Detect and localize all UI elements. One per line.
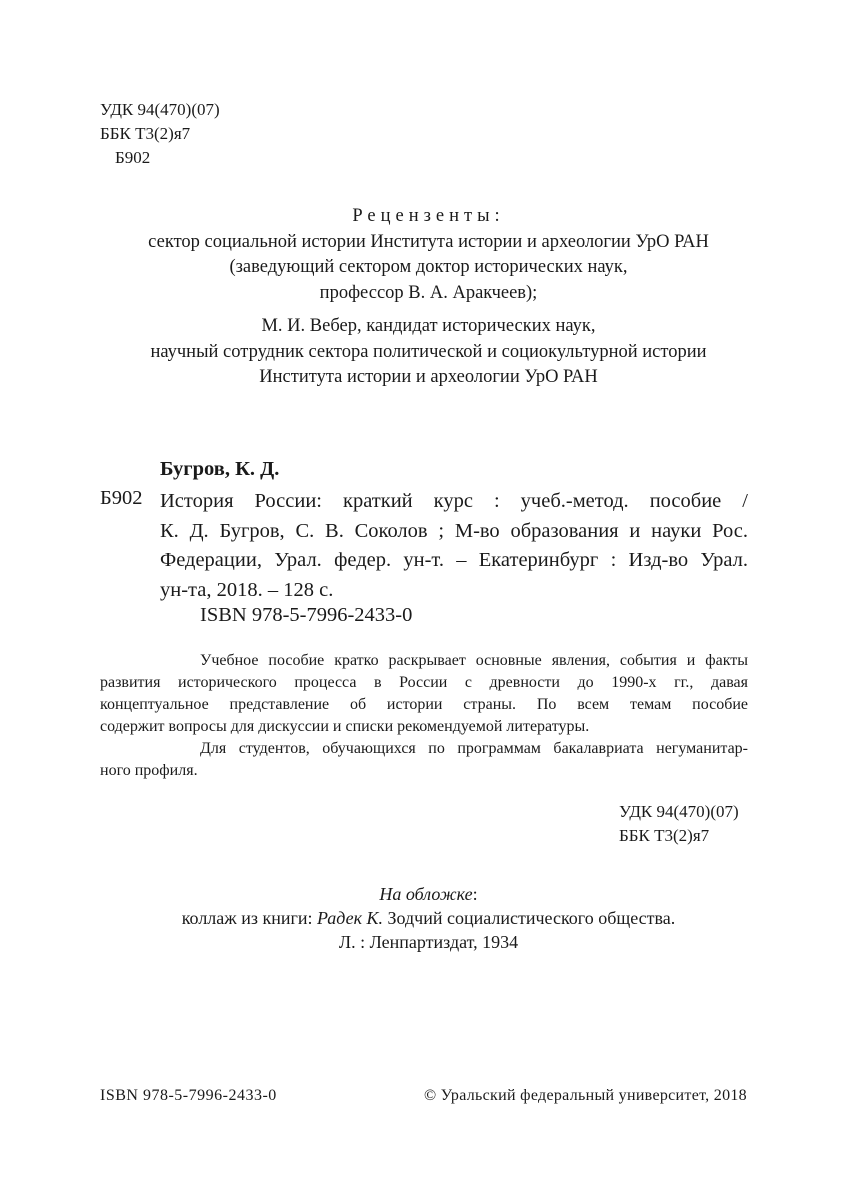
reviewer-org-line: (заведующий сектором доктор исторических наук, (229, 257, 628, 277)
reviewers-heading: Рецензенты: (352, 206, 505, 226)
cover-heading-text: На обложке (379, 884, 473, 904)
abstract-line: ного профиля. (100, 762, 198, 779)
reviewer-org-line: сектор социальной истории Института истории и археологии УрО РАН (148, 231, 709, 252)
classification-block-bottom (619, 800, 739, 848)
abstract-line: развития исторического процесса в России с древности до 1990-х гг., давая (100, 674, 748, 691)
description-line: История России: краткий курс : учеб.-метод. пособие / (160, 490, 748, 512)
footer-isbn: ISBN 978-5-7996-2433-0 (100, 1087, 277, 1104)
description-line: Федерации, Урал. федер. ун-т. – Екатеринбург : Изд-во Урал. (160, 549, 748, 571)
bibliographic-author: Бугров, К. Д. (160, 458, 280, 480)
description-line: ун-та, 2018. – 128 с. (160, 578, 334, 601)
cover-credit (60, 882, 797, 954)
abstract-line: Учебное пособие кратко раскрывает основные явления, события и факты (200, 652, 748, 669)
bibliographic-isbn: ISBN 978-5-7996-2433-0 (200, 604, 413, 626)
bbk-code: ББК Т3(2)я7 (100, 124, 191, 143)
cover-source-title: Зодчий социалистического общества. (382, 908, 676, 928)
cover-source-author: Радек К. (316, 908, 383, 928)
description-line: К. Д. Бугров, С. В. Соколов ; М-во образования и науки Рос. (160, 519, 748, 542)
abstract-line: Для студентов, обучающихся по программам бакалавриата негуманитар- (200, 740, 748, 757)
abstract-block (100, 650, 748, 782)
author-mark: Б902 (115, 148, 151, 167)
bbk-code: ББК Т3(2)я7 (619, 826, 710, 845)
reviewers-block (60, 204, 797, 391)
cover-heading-colon: : (472, 884, 478, 904)
reviewer-person-line: М. И. Вебер, кандидат исторических наук, (261, 316, 596, 336)
bibliographic-description (160, 487, 748, 605)
cover-publisher-line: Л. : Ленпартиздат, 1934 (338, 932, 519, 952)
reviewer-person-line: научный сотрудник сектора политической и социокультурной истории (150, 341, 707, 362)
cover-source-line (60, 906, 797, 930)
footer-copyright: © Уральский федеральный университет, 2018 (423, 1087, 747, 1104)
udk-code: УДК 94(470)(07) (619, 802, 739, 821)
abstract-line: концептуальное представление об истории страны. По всем темам пособие (100, 696, 748, 713)
reviewer-org-line: профессор В. А. Аракчеев); (319, 282, 538, 303)
udk-code: УДК 94(470)(07) (100, 100, 220, 119)
bibliographic-author-mark: Б902 (100, 487, 143, 509)
reviewer-person-line: Института истории и археологии УрО РАН (259, 367, 598, 387)
abstract-line: содержит вопросы для дискуссии и списки рекомендуемой литературы. (100, 718, 590, 735)
classification-block-top (100, 98, 220, 170)
cover-heading (60, 882, 797, 906)
cover-source-prefix: коллаж из книги: (181, 908, 317, 928)
